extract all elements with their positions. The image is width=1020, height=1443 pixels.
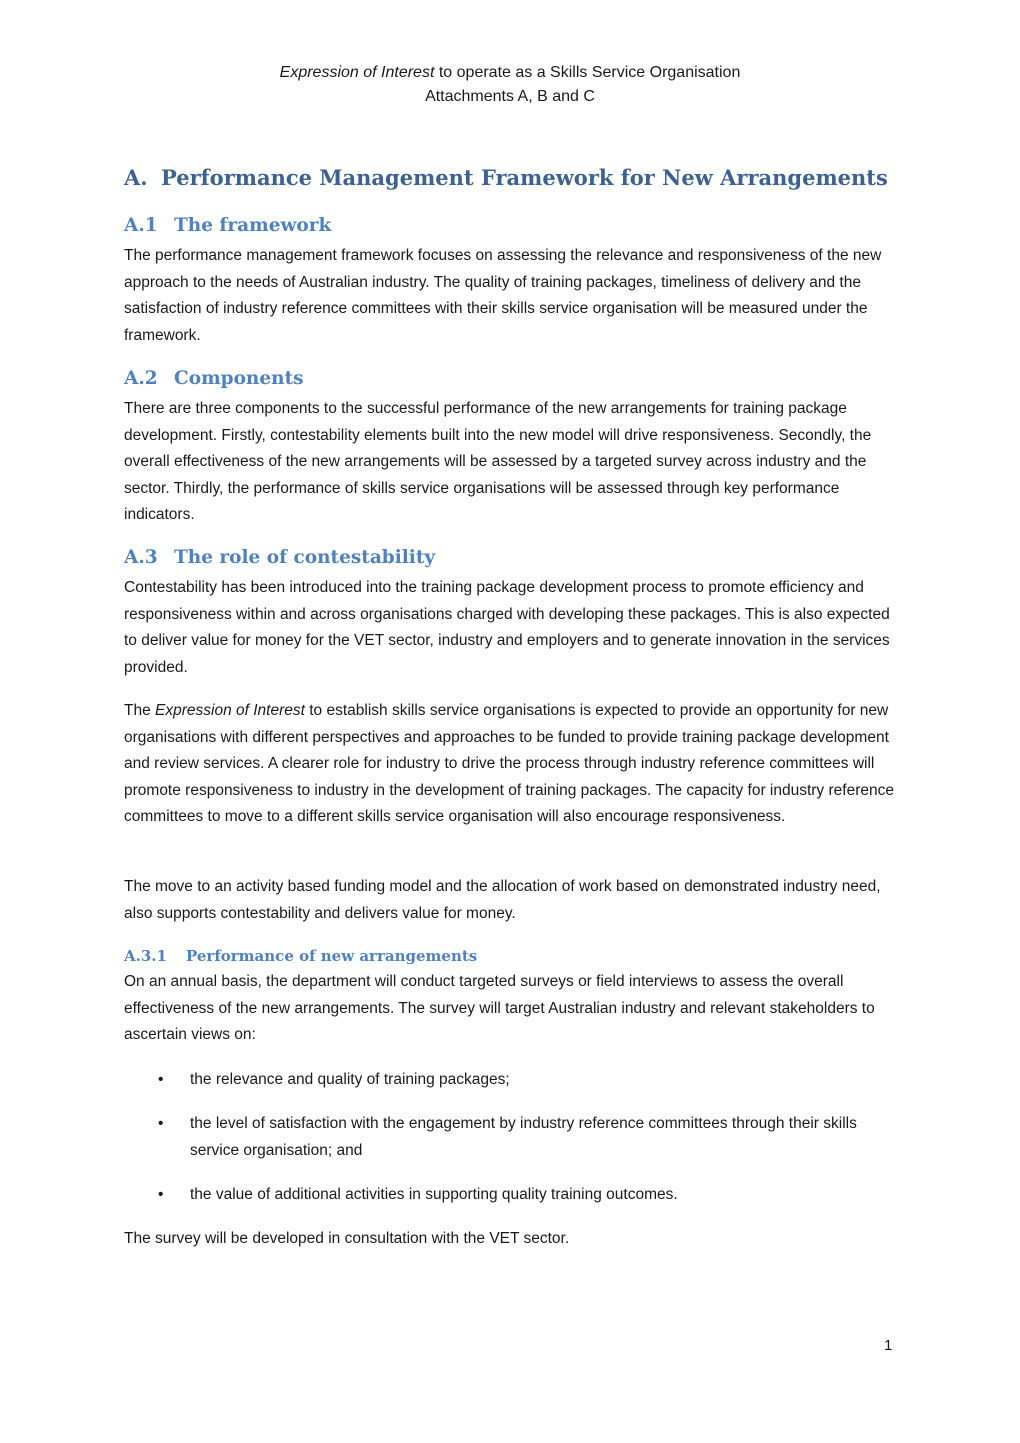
paragraph-closing: The survey will be developed in consultation with the VET sector. [124,1230,570,1247]
heading-number: A.1 [124,215,158,236]
heading-a2 [124,368,304,389]
bullet-item [124,1182,902,1209]
heading-section-a [124,165,888,190]
page-number: 1 [884,1337,893,1354]
bullet-item [124,1067,902,1094]
text-run: to establish skills service organisations is expected to provide an opportunity for new organisations with different perspectives and approaches to be funded to provide training package development and review services. A clearer role for industry to drive the process through industry reference committees will promote responsiveness to industry in the development of training packages. The capacity for industry reference committees to move to a different skills service organisation will also encourage responsiveness. [124,702,894,825]
heading-a1 [124,215,331,236]
bullet-text: the level of satisfaction with the engagement by industry reference committees through their skills service organisation; and [190,1115,857,1159]
heading-number: A. [124,165,148,190]
heading-number: A.3 [124,547,158,568]
paragraph-a31: On an annual basis, the department will conduct targeted surveys or field interviews to assess the overall effectiveness of the new arrangements. The survey will target Australian industry and relevant stakeholders to ascertain views on: [124,973,875,1043]
bullet-text: the value of additional activities in supporting quality training outcomes. [190,1186,678,1203]
text-run-italic: Expression of Interest [155,702,305,719]
running-header-line-1 [0,63,1020,83]
heading-title: Components [174,368,304,389]
paragraph-a2: There are three components to the successful performance of the new arrangements for training package development. Firstly, contestability elements built into the new model will drive responsiveness. Secondly, the overall effectiveness of the new arrangements will be assessed by a targeted survey across industry and the sector. Thirdly, the performance of skills service organisations will be assessed through key performance indicators. [124,400,872,523]
text-run: The [124,702,156,719]
bullet-icon: • [158,1186,164,1203]
paragraph-a3-3: The move to an activity based funding model and the allocation of work based on demonstrated industry need, also supports contestability and delivers value for money. [124,878,881,922]
running-header-line-2: Attachments A, B and C [425,88,595,105]
paragraph-a3-1: Contestability has been introduced into the training package development process to promote efficiency and responsiveness within and across organisations charged with developing these packages. This is also expected to deliver value for money for the VET sector, industry and employers and to generate innovation in the services provided. [124,579,890,676]
heading-a31 [124,947,477,965]
heading-title: Performance Management Framework for New Arrangements [161,165,888,190]
heading-title: The role of contestability [174,547,436,568]
paragraph-a3-2 [124,698,902,831]
bullet-item [124,1111,902,1164]
bullet-icon: • [158,1071,164,1088]
header-italic: Expression of Interest [279,64,435,81]
header-rest: to operate as a Skills Service Organisation [434,64,741,81]
bullet-icon: • [158,1115,164,1132]
heading-a3 [124,547,435,568]
heading-number: A.3.1 [124,947,167,965]
bullet-text: the relevance and quality of training packages; [190,1071,510,1088]
heading-title: The framework [174,215,332,236]
heading-title: Performance of new arrangements [186,947,478,965]
paragraph-a1: The performance management framework focuses on assessing the relevance and responsiveness of the new approach to the needs of Australian industry. The quality of training packages, timeliness of delivery and the satisfaction of industry reference committees with their skills service organisation will be measured under the framework. [124,247,882,344]
heading-number: A.2 [124,368,158,389]
